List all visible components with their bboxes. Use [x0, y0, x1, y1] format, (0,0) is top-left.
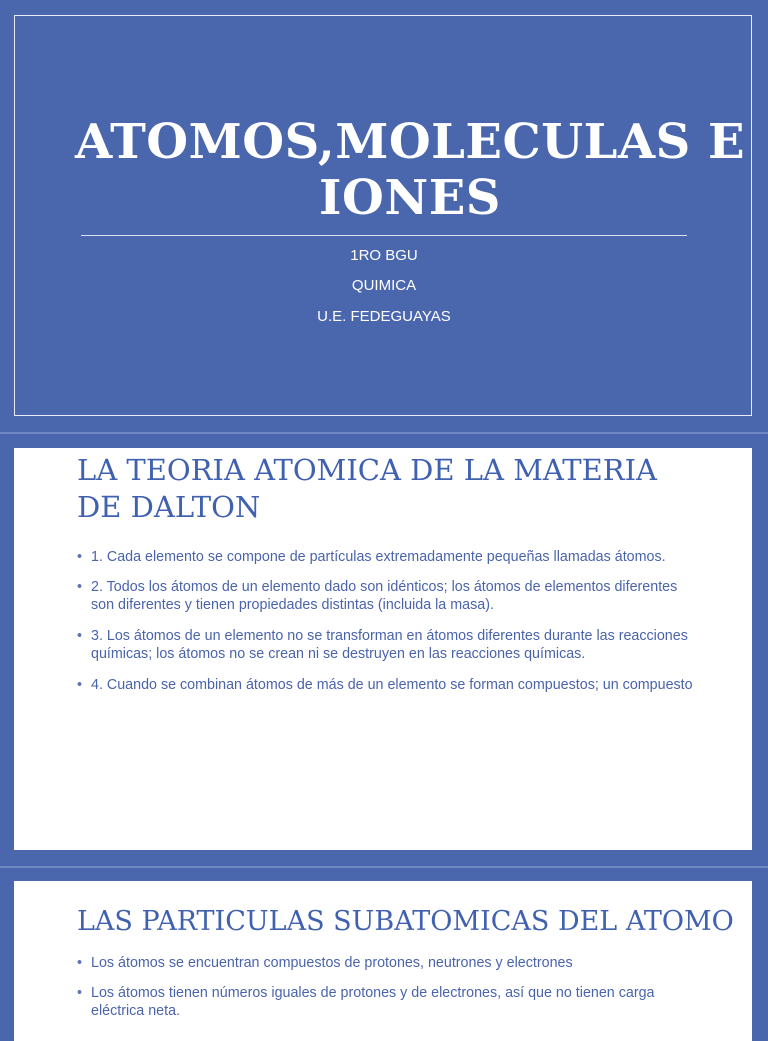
- bullet-icon: •: [77, 579, 83, 595]
- dalton-bullet-list: [77, 548, 697, 694]
- subatomic-slide: [14, 881, 752, 1041]
- list-item: • Los átomos se encuentran compuestos de protones, neutrones y electrones: [77, 955, 573, 971]
- subatomic-heading: LAS PARTICULAS SUBATOMICAS DEL ATOMO: [77, 906, 734, 937]
- title-divider: [81, 235, 687, 236]
- list-item: • 4. Cuando se combinan átomos de más de un elemento se forman compuestos; un compuesto: [77, 677, 693, 693]
- subatomic-bullet-list: [77, 954, 697, 1020]
- bullet-icon: •: [77, 955, 83, 971]
- dalton-slide: [14, 448, 752, 850]
- list-item: • 2. Todos los átomos de un elemento dado son idénticos; los átomos de elementos diferentes son diferentes y tienen propiedades distintas (incluida la masa).: [77, 579, 678, 613]
- list-item: • 3. Los átomos de un elemento no se transforman en átomos diferentes durante las reacciones químicas; los átomos no se crean ni se destruyen en las reacciones químicas.: [77, 628, 688, 662]
- bullet-icon: •: [77, 549, 83, 565]
- dalton-heading: LA TEORIA ATOMICA DE LA MATERIA DE DALTON: [77, 453, 657, 524]
- subtitle-school: U.E. FEDEGUAYAS: [317, 308, 451, 325]
- subtitle-subject: QUIMICA: [351, 277, 417, 294]
- slide-separator: [0, 432, 768, 434]
- list-item: • Los átomos tienen números iguales de protones y de electrones, así que no tienen carga eléctrica neta.: [77, 985, 655, 1019]
- slide-title: ATOMOS,MOLECULAS E IONES: [74, 114, 746, 226]
- bullet-icon: •: [77, 677, 83, 693]
- subtitle-course: 1RO BGU: [350, 247, 418, 264]
- title-slide: [0, 0, 768, 432]
- list-item: • 1. Cada elemento se compone de partículas extremadamente pequeñas llamadas átomos.: [77, 549, 666, 565]
- bullet-icon: •: [77, 985, 83, 1001]
- slide-separator: [0, 866, 768, 868]
- bullet-icon: •: [77, 628, 83, 644]
